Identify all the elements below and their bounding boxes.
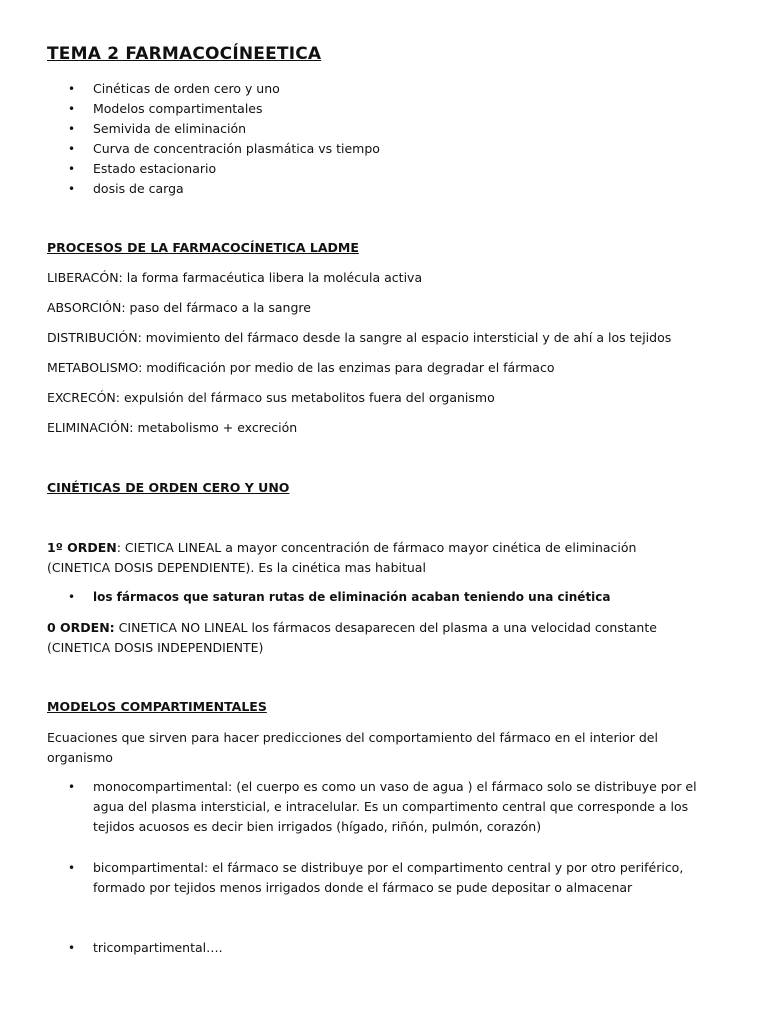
bi-line: bicompartimental: el fármaco se distribuye por el compartimento central y por otro periférico, (93, 860, 684, 875)
list-item: Semivida de eliminación (93, 121, 247, 136)
bullet-icon: • (68, 590, 76, 604)
zero-order-line (47, 620, 657, 635)
list-item: Estado estacionario (93, 161, 217, 176)
bullet-icon: • (68, 182, 76, 196)
ladme-line: DISTRIBUCIÓN: movimiento del fármaco desde la sangre al espacio intersticial y de ahí a los tejidos (47, 330, 672, 345)
bullet-icon: • (68, 861, 76, 875)
mono-line: tejidos acuosos es decir bien irrigados (hígado, riñón, pulmón, corazón) (93, 819, 542, 834)
tri-line: tricompartimental…. (93, 940, 223, 955)
bullet-icon: • (68, 102, 76, 116)
zero-order-text-cont: (CINETICA DOSIS INDEPENDIENTE) (47, 640, 264, 655)
zero-order-text: CINETICA NO LINEAL los fármacos desaparecen del plasma a una velocidad constante (114, 620, 657, 635)
first-order-label: 1º ORDEN (47, 540, 117, 555)
first-order-text-cont: (CINETICA DOSIS DEPENDIENTE). Es la cinética mas habitual (47, 560, 426, 575)
mono-line: agua del plasma intersticial, e intracelular. Es un compartimento central que corresponde a los (93, 799, 689, 814)
section-heading-models: MODELOS COMPARTIMENTALES (47, 699, 267, 714)
ladme-line: ABSORCIÓN: paso del fármaco a la sangre (47, 300, 311, 315)
ladme-line: EXCRECÓN: expulsión del fármaco sus metabolitos fuera del organismo (47, 390, 495, 405)
bullet-icon: • (68, 941, 76, 955)
section-heading-kinetics: CINÉTICAS DE ORDEN CERO Y UNO (47, 480, 290, 495)
kinetics-bullet: los fármacos que saturan rutas de eliminación acaban teniendo una cinética (93, 590, 611, 604)
mono-line: monocompartimental: (el cuerpo es como un vaso de agua ) el fármaco solo se distribuye por el (93, 779, 697, 794)
list-item: Cinéticas de orden cero y uno (93, 81, 280, 96)
section-heading-ladme: PROCESOS DE LA FARMACOCÍNETICA LADME (47, 240, 359, 255)
bi-line: formado por tejidos menos irrigados donde el fármaco se pude depositar o almacenar (93, 880, 633, 895)
bullet-icon: • (68, 122, 76, 136)
models-intro: Ecuaciones que sirven para hacer predicciones del comportamiento del fármaco en el interior del (47, 730, 658, 745)
list-item: dosis de carga (93, 181, 184, 196)
models-intro-cont: organismo (47, 750, 113, 765)
page-title: TEMA 2 FARMACOCÍNEETICA (47, 44, 322, 64)
ladme-line: LIBERACÓN: la forma farmacéutica libera la molécula activa (47, 270, 423, 285)
bullet-icon: • (68, 162, 76, 176)
first-order-text: : CIETICA LINEAL a mayor concentración de fármaco mayor cinética de eliminación (116, 540, 637, 555)
bullet-icon: • (68, 82, 76, 96)
zero-order-label: 0 ORDEN: (47, 620, 115, 635)
ladme-line: METABOLISMO: modificación por medio de las enzimas para degradar el fármaco (47, 360, 555, 375)
list-item: Curva de concentración plasmática vs tiempo (93, 141, 380, 156)
list-item: Modelos compartimentales (93, 101, 263, 116)
first-order-line (47, 540, 636, 555)
bullet-icon: • (68, 780, 76, 794)
ladme-line: ELIMINACIÓN: metabolismo + excreción (47, 420, 298, 435)
bullet-icon: • (68, 142, 76, 156)
